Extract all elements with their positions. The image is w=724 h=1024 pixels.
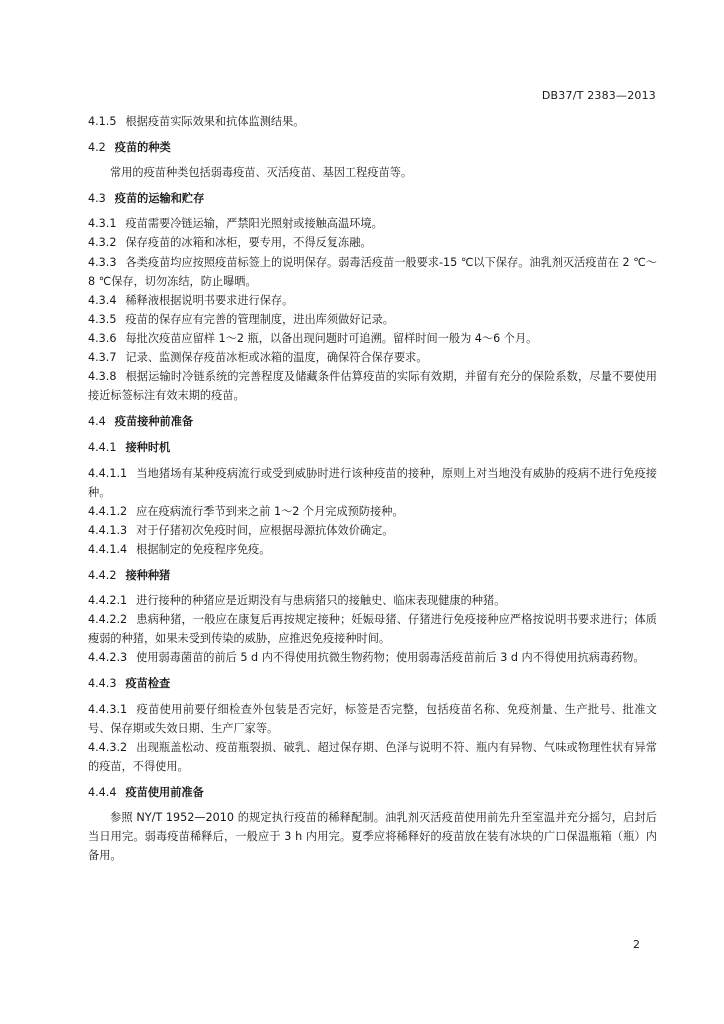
clause-text: 参照 NY/T 1952—2010 的规定执行疫苗的稀释配制。油乳剂灭活疫苗使用前先升至室温并充分摇匀，启封后当日用完。弱毒疫苗稀释后，一般应于 3 h 内用完。夏季应将稀释好的疫苗放在装有冰块的广口保温瓶箱（瓶）内备用。	[88, 811, 657, 863]
clause-text: 各类疫苗均应按照疫苗标签上的说明保存。弱毒活疫苗一般要求-15 ℃以下保存。油乳剂灭活疫苗在 2 ℃～8 ℃保存，切勿冻结，防止曝晒。	[88, 255, 657, 288]
clause-text: 保存疫苗的冰箱和冰柜，要专用，不得反复冻融。	[125, 236, 372, 250]
clause-item	[88, 700, 657, 738]
section-heading	[88, 138, 657, 157]
clause-number: 4.3.6	[88, 331, 117, 345]
clause-number: 4.3.5	[88, 312, 117, 326]
section-heading	[88, 189, 657, 208]
page-number: 2	[633, 938, 640, 951]
paragraph	[88, 163, 657, 182]
clause-item	[88, 464, 657, 502]
clause-number: 4.4.3	[88, 677, 117, 691]
clause-text: 应在疫病流行季节到来之前 1～2 个月完成预防接种。	[136, 504, 404, 518]
section-heading	[88, 438, 657, 457]
clause-text: 根据运输时冷链系统的完善程度及储藏条件估算疫苗的实际有效期，并留有充分的保险系数，尽量不要使用接近标签标注有效末期的疫苗。	[88, 370, 657, 403]
clause-text: 进行接种的种猪应是近期没有与患病猪只的接触史、临床表现健康的种猪。	[136, 594, 506, 608]
clause-text: 当地猪场有某种疫病流行或受到威胁时进行该种疫苗的接种，原则上对当地没有威胁的疫病不进行免疫接种。	[88, 466, 657, 499]
clause-text: 对于仔猪初次免疫时间，应根据母源抗体效价确定。	[136, 523, 394, 537]
clause-number: 4.3.8	[88, 370, 117, 384]
clause-text: 疫苗检查	[125, 677, 171, 691]
clause-item	[88, 521, 657, 540]
clause-number: 4.4.3.2	[88, 740, 128, 754]
clause-number: 4.4	[88, 415, 106, 429]
clause-text: 使用弱毒菌苗的前后 5 d 内不得使用抗微生物药物；使用弱毒活疫苗前后 3 d 内不得使用抗病毒药物。	[136, 651, 645, 665]
clause-number: 4.2	[88, 141, 106, 155]
clause-item	[88, 648, 657, 667]
clause-item	[88, 291, 657, 310]
clause-item	[88, 502, 657, 521]
clause-text: 患病种猪，一般应在康复后再按规定接种；妊娠母猪、仔猪进行免疫接种应严格按说明书要求进行；体质瘦弱的种猪，如果未受到传染的威胁，应推迟免疫接种时间。	[88, 613, 657, 646]
clause-item	[88, 738, 657, 776]
clause-item	[88, 112, 657, 131]
clause-text: 疫苗接种前准备	[114, 415, 194, 429]
clause-text: 接种时机	[125, 441, 171, 455]
section-heading	[88, 783, 657, 802]
clause-text: 疫苗使用前要仔细检查外包装是否完好，标签是否完整，包括疫苗名称、免疫剂量、生产批号、批准文号、保存期或失效日期、生产厂家等。	[88, 702, 657, 735]
clause-number: 4.4.1.1	[88, 466, 128, 480]
clause-item	[88, 233, 657, 252]
clause-item	[88, 591, 657, 610]
clause-number: 4.3.4	[88, 293, 117, 307]
clause-number: 4.4.1.3	[88, 523, 128, 537]
clause-number: 4.4.4	[88, 785, 117, 799]
clause-number: 4.3.2	[88, 236, 117, 250]
section-heading	[88, 674, 657, 693]
clause-item	[88, 253, 657, 291]
clause-item	[88, 310, 657, 329]
clause-text: 根据疫苗实际效果和抗体监测结果。	[125, 115, 305, 128]
clause-number: 4.3.7	[88, 351, 117, 365]
clause-number: 4.4.1.2	[88, 504, 128, 518]
paragraph	[88, 808, 657, 865]
clause-text: 接种种猪	[125, 568, 171, 582]
clause-text: 疫苗需要冷链运输，严禁阳光照射或接触高温环境。	[125, 217, 383, 231]
clause-text: 稀释液根据说明书要求进行保存。	[125, 293, 294, 307]
clause-item	[88, 610, 657, 648]
clause-item	[88, 367, 657, 405]
document-code: DB37/T 2383—2013	[541, 89, 656, 102]
clause-number: 4.4.2	[88, 568, 117, 582]
clause-item	[88, 329, 657, 348]
clause-item	[88, 214, 657, 233]
clause-number: 4.3.3	[88, 255, 117, 269]
clause-text: 根据制定的免疫程序免疫。	[136, 542, 271, 556]
clause-number: 4.4.1.4	[88, 542, 128, 556]
section-heading	[88, 566, 657, 585]
clause-item	[88, 348, 657, 367]
clause-text: 疫苗的保存应有完善的管理制度，进出库须做好记录。	[125, 312, 394, 326]
section-heading	[88, 412, 657, 431]
clause-number: 4.1.5	[88, 115, 117, 128]
clause-text: 每批次疫苗应留样 1～2 瓶，以备出现问题时可追溯。留样时间一般为 4～6 个月。	[125, 331, 538, 345]
clause-number: 4.4.2.2	[88, 613, 128, 627]
clause-text: 出现瓶盖松动、疫苗瓶裂损、破乳、超过保存期、色泽与说明不符、瓶内有异物、气味或物理性状有异常的疫苗，不得使用。	[88, 740, 657, 773]
clause-number: 4.4.3.1	[88, 702, 128, 716]
clause-text: 常用的疫苗种类包括弱毒疫苗、灭活疫苗、基因工程疫苗等。	[110, 166, 413, 180]
clause-number: 4.4.2.3	[88, 651, 128, 665]
clause-number: 4.4.1	[88, 441, 117, 455]
clause-number: 4.3.1	[88, 217, 117, 231]
clause-text: 疫苗使用前准备	[125, 785, 204, 799]
clause-number: 4.4.2.1	[88, 594, 128, 608]
clause-item	[88, 540, 657, 559]
clause-text: 记录、监测保存疫苗冰柜或冰箱的温度，确保符合保存要求。	[125, 351, 428, 365]
clause-text: 疫苗的运输和贮存	[114, 192, 205, 206]
document-body	[88, 112, 657, 865]
clause-text: 疫苗的种类	[114, 141, 171, 155]
clause-number: 4.3	[88, 192, 106, 206]
